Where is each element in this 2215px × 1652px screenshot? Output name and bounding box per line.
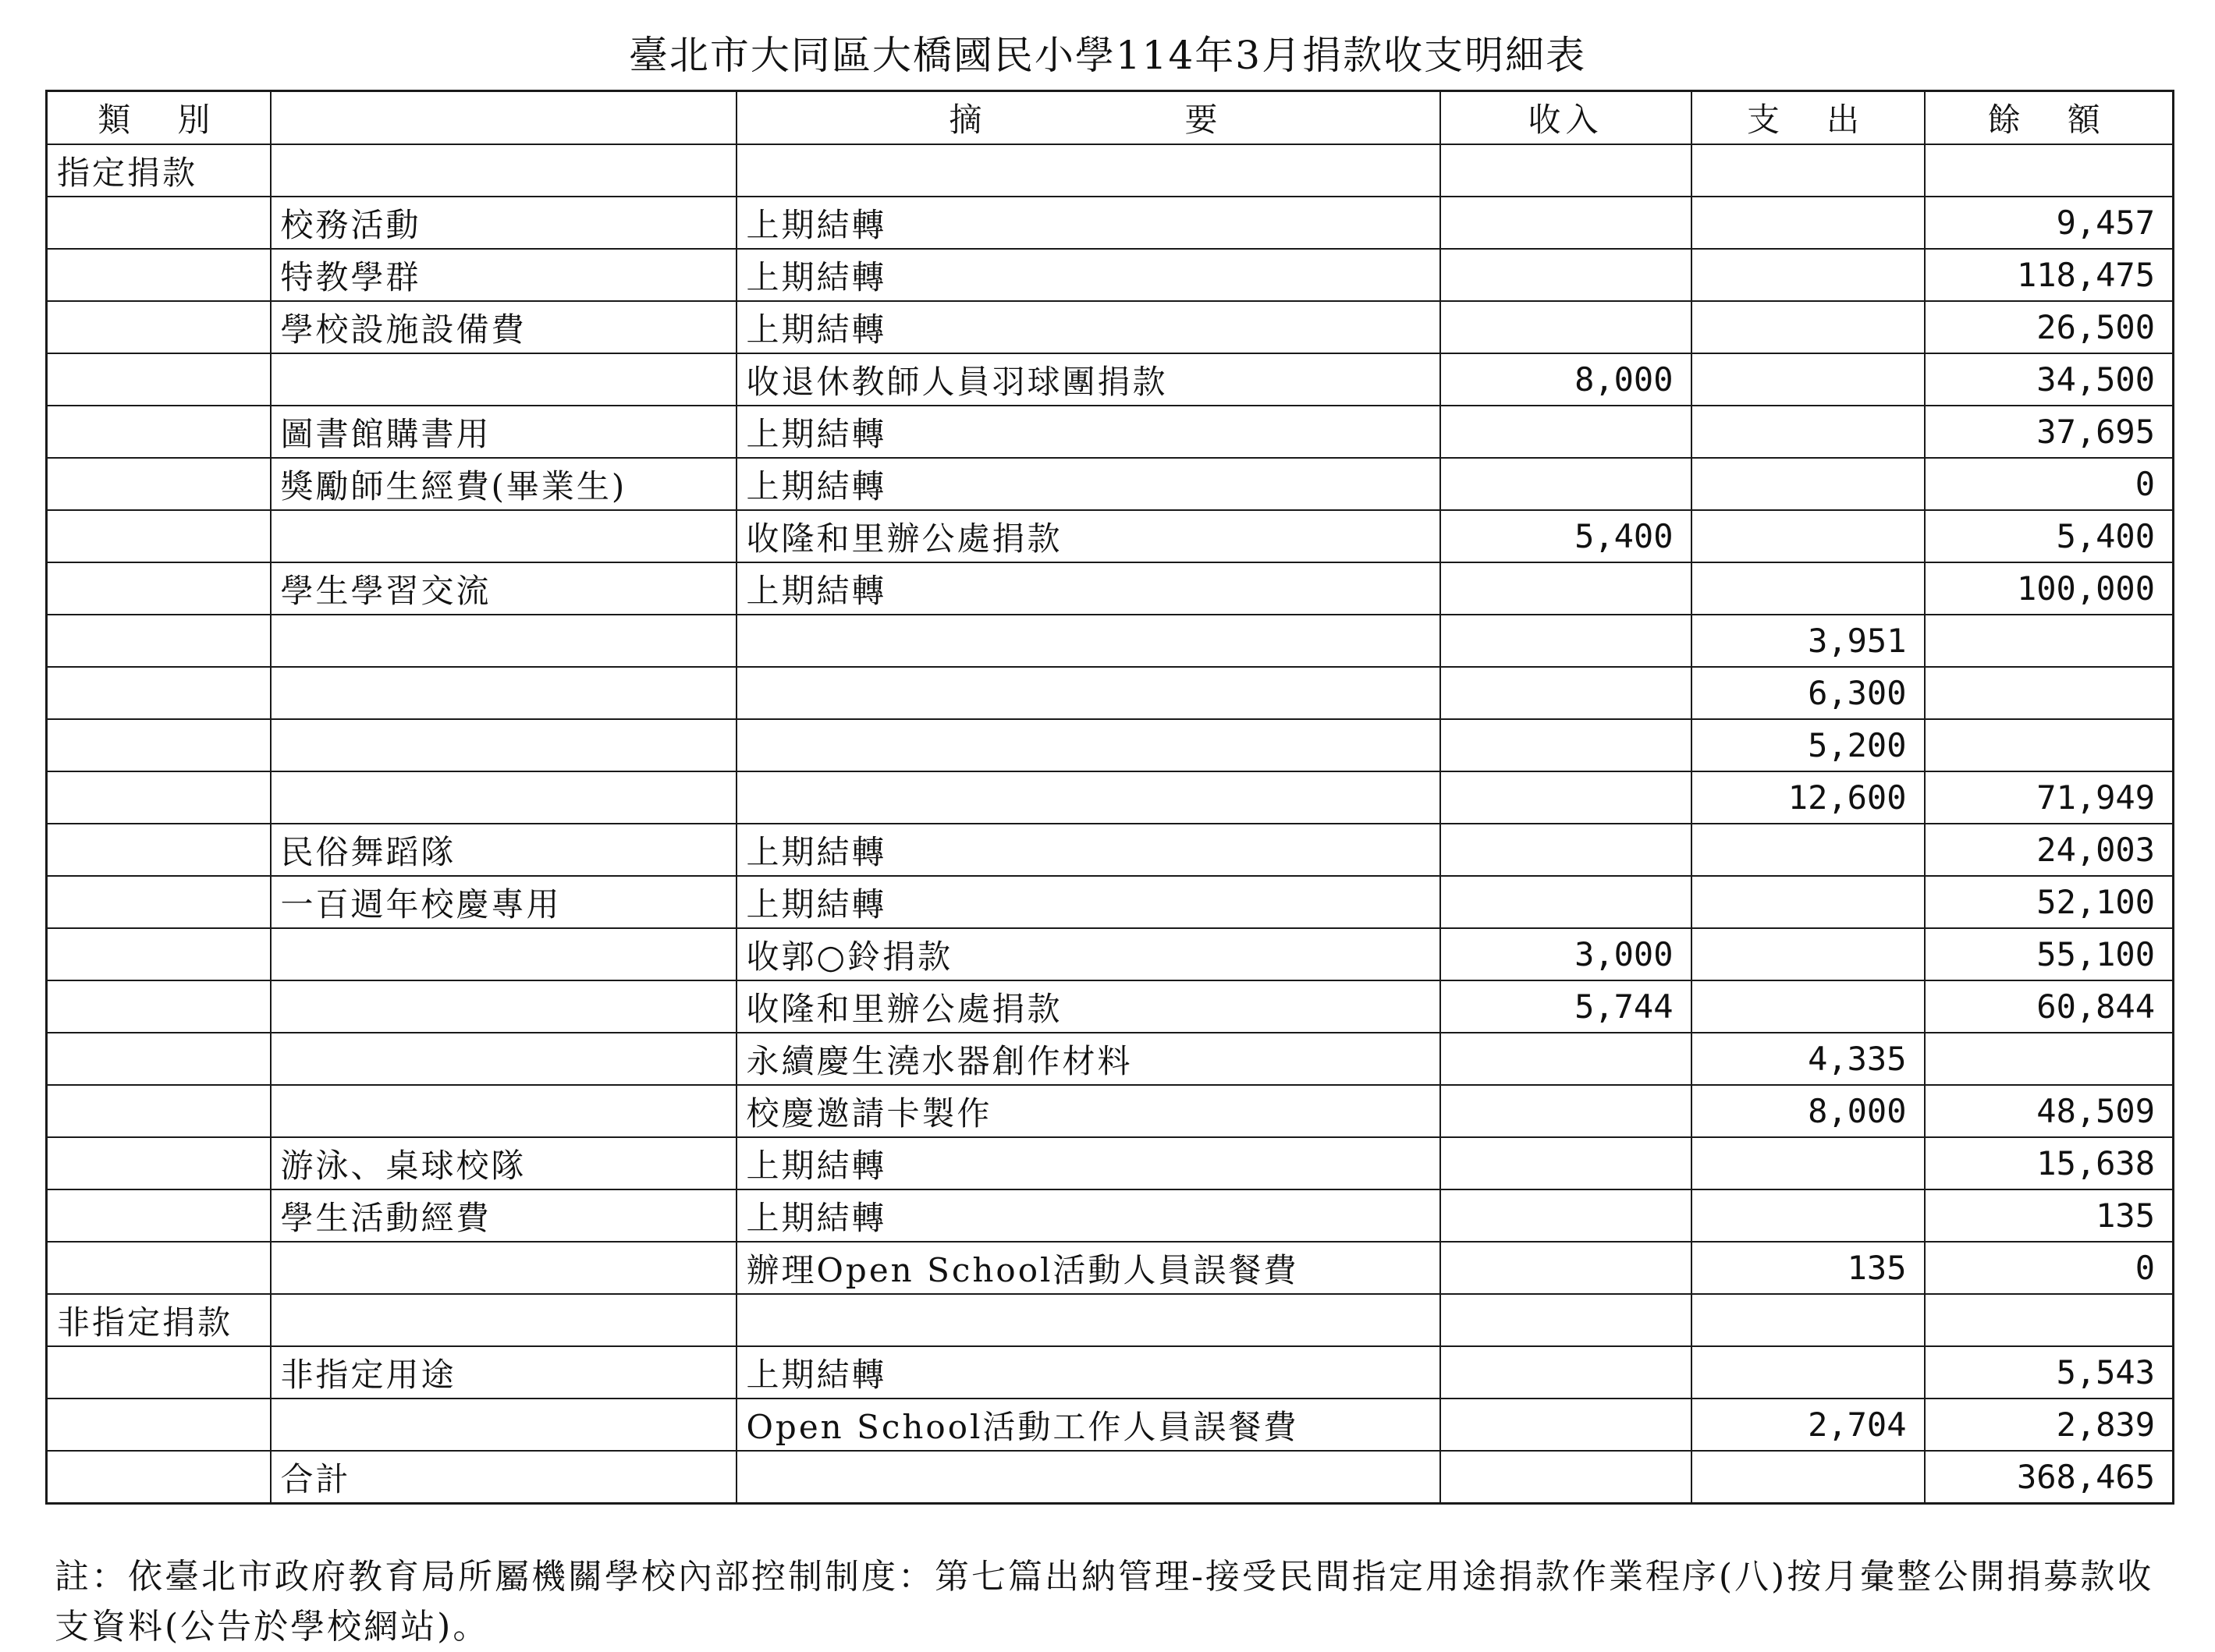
cell-expense: 2,704 <box>1691 1399 1925 1451</box>
table-row <box>47 980 2174 1033</box>
cell-income <box>1440 771 1691 824</box>
cell-category <box>47 667 271 719</box>
cell-description: 上期結轉 <box>737 301 1440 353</box>
cell-category <box>47 1033 271 1085</box>
cell-description <box>737 1294 1440 1346</box>
cell-income <box>1440 1085 1691 1137</box>
cell-category <box>47 876 271 928</box>
cell-category <box>47 1399 271 1451</box>
cell-description <box>737 615 1440 667</box>
cell-item <box>271 1085 737 1137</box>
table-row <box>47 1451 2174 1504</box>
cell-category <box>47 510 271 562</box>
cell-item: 學校設施設備費 <box>271 301 737 353</box>
cell-category <box>47 458 271 510</box>
cell-balance: 5,543 <box>1925 1346 2174 1399</box>
cell-expense: 8,000 <box>1691 1085 1925 1137</box>
cell-expense: 4,335 <box>1691 1033 1925 1085</box>
cell-item: 民俗舞蹈隊 <box>271 824 737 876</box>
cell-income: 3,000 <box>1440 928 1691 980</box>
cell-item <box>271 1294 737 1346</box>
cell-expense <box>1691 458 1925 510</box>
table-row <box>47 1399 2174 1451</box>
cell-category: 非指定捐款 <box>47 1294 271 1346</box>
cell-item: 合計 <box>271 1451 737 1504</box>
cell-balance <box>1925 615 2174 667</box>
cell-category <box>47 1451 271 1504</box>
cell-income <box>1440 876 1691 928</box>
cell-balance: 55,100 <box>1925 928 2174 980</box>
cell-expense <box>1691 144 1925 197</box>
cell-expense: 6,300 <box>1691 667 1925 719</box>
cell-expense <box>1691 876 1925 928</box>
cell-description: 上期結轉 <box>737 876 1440 928</box>
cell-category <box>47 1137 271 1189</box>
cell-income <box>1440 1294 1691 1346</box>
table-row <box>47 667 2174 719</box>
cell-income <box>1440 1137 1691 1189</box>
cell-category <box>47 406 271 458</box>
cell-balance: 26,500 <box>1925 301 2174 353</box>
table-row <box>47 771 2174 824</box>
table-row <box>47 144 2174 197</box>
table-row <box>47 1242 2174 1294</box>
cell-description: 收隆和里辦公處捐款 <box>737 980 1440 1033</box>
cell-balance <box>1925 1033 2174 1085</box>
cell-item <box>271 928 737 980</box>
table-row <box>47 876 2174 928</box>
cell-item: 游泳、桌球校隊 <box>271 1137 737 1189</box>
cell-description: 上期結轉 <box>737 1346 1440 1399</box>
cell-expense <box>1691 1189 1925 1242</box>
cell-category <box>47 928 271 980</box>
table-row <box>47 615 2174 667</box>
table-row <box>47 458 2174 510</box>
cell-category <box>47 301 271 353</box>
cell-expense <box>1691 249 1925 301</box>
cell-expense <box>1691 197 1925 249</box>
cell-balance: 0 <box>1925 1242 2174 1294</box>
cell-expense <box>1691 928 1925 980</box>
cell-income <box>1440 1451 1691 1504</box>
cell-expense <box>1691 1294 1925 1346</box>
cell-description: 校慶邀請卡製作 <box>737 1085 1440 1137</box>
cell-item <box>271 144 737 197</box>
cell-category <box>47 771 271 824</box>
cell-description: 收郭○鈴捐款 <box>737 928 1440 980</box>
cell-category <box>47 562 271 615</box>
table-row <box>47 824 2174 876</box>
table-row <box>47 406 2174 458</box>
table-row <box>47 197 2174 249</box>
table-row <box>47 1346 2174 1399</box>
cell-item <box>271 980 737 1033</box>
cell-description: 上期結轉 <box>737 406 1440 458</box>
cell-description <box>737 144 1440 197</box>
cell-expense <box>1691 562 1925 615</box>
cell-description: 上期結轉 <box>737 458 1440 510</box>
cell-balance: 135 <box>1925 1189 2174 1242</box>
header-category: 類別 <box>47 91 271 145</box>
cell-description: 上期結轉 <box>737 249 1440 301</box>
cell-category <box>47 353 271 406</box>
cell-expense: 135 <box>1691 1242 1925 1294</box>
cell-expense <box>1691 1346 1925 1399</box>
cell-description: 上期結轉 <box>737 1137 1440 1189</box>
cell-balance <box>1925 144 2174 197</box>
cell-description: 辦理Open School活動人員誤餐費 <box>737 1242 1440 1294</box>
cell-item <box>271 771 737 824</box>
cell-income <box>1440 719 1691 771</box>
cell-description: 上期結轉 <box>737 1189 1440 1242</box>
header-description: 摘要 <box>737 91 1440 145</box>
cell-income <box>1440 615 1691 667</box>
cell-item: 圖書館購書用 <box>271 406 737 458</box>
cell-balance: 368,465 <box>1925 1451 2174 1504</box>
cell-balance: 15,638 <box>1925 1137 2174 1189</box>
cell-description <box>737 667 1440 719</box>
table-row <box>47 1085 2174 1137</box>
table-row <box>47 510 2174 562</box>
table-row <box>47 1033 2174 1085</box>
cell-item: 學生學習交流 <box>271 562 737 615</box>
cell-balance <box>1925 719 2174 771</box>
cell-income <box>1440 1033 1691 1085</box>
cell-income <box>1440 249 1691 301</box>
cell-item: 特教學群 <box>271 249 737 301</box>
cell-item <box>271 510 737 562</box>
cell-balance: 5,400 <box>1925 510 2174 562</box>
cell-category <box>47 197 271 249</box>
cell-income <box>1440 301 1691 353</box>
header-expense: 支出 <box>1691 91 1925 145</box>
cell-balance: 48,509 <box>1925 1085 2174 1137</box>
cell-balance: 37,695 <box>1925 406 2174 458</box>
table-row <box>47 353 2174 406</box>
cell-income <box>1440 824 1691 876</box>
cell-category: 指定捐款 <box>47 144 271 197</box>
cell-expense <box>1691 406 1925 458</box>
cell-description: 上期結轉 <box>737 197 1440 249</box>
cell-category <box>47 1346 271 1399</box>
cell-item <box>271 615 737 667</box>
cell-expense <box>1691 824 1925 876</box>
cell-income <box>1440 458 1691 510</box>
cell-expense: 12,600 <box>1691 771 1925 824</box>
cell-item: 校務活動 <box>271 197 737 249</box>
header-item <box>271 91 737 145</box>
cell-description: 收退休教師人員羽球團捐款 <box>737 353 1440 406</box>
header-income: 收入 <box>1440 91 1691 145</box>
cell-income <box>1440 406 1691 458</box>
cell-item: 非指定用途 <box>271 1346 737 1399</box>
cell-balance: 100,000 <box>1925 562 2174 615</box>
cell-category <box>47 719 271 771</box>
donation-ledger-table <box>45 90 2174 1505</box>
cell-description: 永續慶生澆水器創作材料 <box>737 1033 1440 1085</box>
cell-item <box>271 667 737 719</box>
cell-category <box>47 1189 271 1242</box>
cell-income: 8,000 <box>1440 353 1691 406</box>
cell-income <box>1440 1189 1691 1242</box>
cell-expense <box>1691 301 1925 353</box>
footnote: 註：依臺北市政府教育局所屬機關學校內部控制制度：第七篇出納管理-接受民間指定用途捐款作業程序(八)按月彙整公開捐募款收支資料(公告於學校網站)。 <box>55 1557 2154 1647</box>
cell-category <box>47 249 271 301</box>
cell-description: 上期結轉 <box>737 562 1440 615</box>
table-header-row <box>47 91 2174 145</box>
cell-description <box>737 771 1440 824</box>
cell-item: 一百週年校慶專用 <box>271 876 737 928</box>
cell-balance <box>1925 667 2174 719</box>
cell-balance: 2,839 <box>1925 1399 2174 1451</box>
cell-balance: 118,475 <box>1925 249 2174 301</box>
cell-balance: 9,457 <box>1925 197 2174 249</box>
cell-item <box>271 1399 737 1451</box>
cell-description: 收隆和里辦公處捐款 <box>737 510 1440 562</box>
cell-expense <box>1691 1137 1925 1189</box>
cell-description: Open School活動工作人員誤餐費 <box>737 1399 1440 1451</box>
page-title: 臺北市大同區大橋國民小學114年3月捐款收支明細表 <box>628 33 1587 78</box>
cell-expense: 3,951 <box>1691 615 1925 667</box>
cell-balance: 34,500 <box>1925 353 2174 406</box>
cell-description <box>737 1451 1440 1504</box>
cell-income <box>1440 562 1691 615</box>
cell-expense <box>1691 510 1925 562</box>
cell-income <box>1440 1399 1691 1451</box>
cell-item <box>271 353 737 406</box>
cell-balance: 60,844 <box>1925 980 2174 1033</box>
cell-expense <box>1691 1451 1925 1504</box>
cell-income <box>1440 144 1691 197</box>
cell-income <box>1440 1242 1691 1294</box>
cell-category <box>47 615 271 667</box>
cell-description <box>737 719 1440 771</box>
cell-balance: 24,003 <box>1925 824 2174 876</box>
cell-expense: 5,200 <box>1691 719 1925 771</box>
cell-balance <box>1925 1294 2174 1346</box>
cell-income <box>1440 667 1691 719</box>
cell-balance: 0 <box>1925 458 2174 510</box>
cell-item: 學生活動經費 <box>271 1189 737 1242</box>
table-row <box>47 1137 2174 1189</box>
cell-balance: 52,100 <box>1925 876 2174 928</box>
cell-item <box>271 719 737 771</box>
cell-category <box>47 1085 271 1137</box>
cell-item <box>271 1242 737 1294</box>
cell-item: 獎勵師生經費(畢業生) <box>271 458 737 510</box>
cell-income <box>1440 197 1691 249</box>
table-body <box>47 144 2174 1504</box>
cell-category <box>47 824 271 876</box>
table-row <box>47 562 2174 615</box>
cell-expense <box>1691 980 1925 1033</box>
cell-income: 5,400 <box>1440 510 1691 562</box>
table-row <box>47 928 2174 980</box>
cell-description: 上期結轉 <box>737 824 1440 876</box>
cell-category <box>47 980 271 1033</box>
table-row <box>47 1294 2174 1346</box>
table-row <box>47 719 2174 771</box>
cell-expense <box>1691 353 1925 406</box>
table-row <box>47 249 2174 301</box>
table-row <box>47 301 2174 353</box>
cell-income: 5,744 <box>1440 980 1691 1033</box>
table-row <box>47 1189 2174 1242</box>
cell-income <box>1440 1346 1691 1399</box>
header-balance: 餘額 <box>1925 91 2174 145</box>
cell-category <box>47 1242 271 1294</box>
cell-balance: 71,949 <box>1925 771 2174 824</box>
cell-item <box>271 1033 737 1085</box>
